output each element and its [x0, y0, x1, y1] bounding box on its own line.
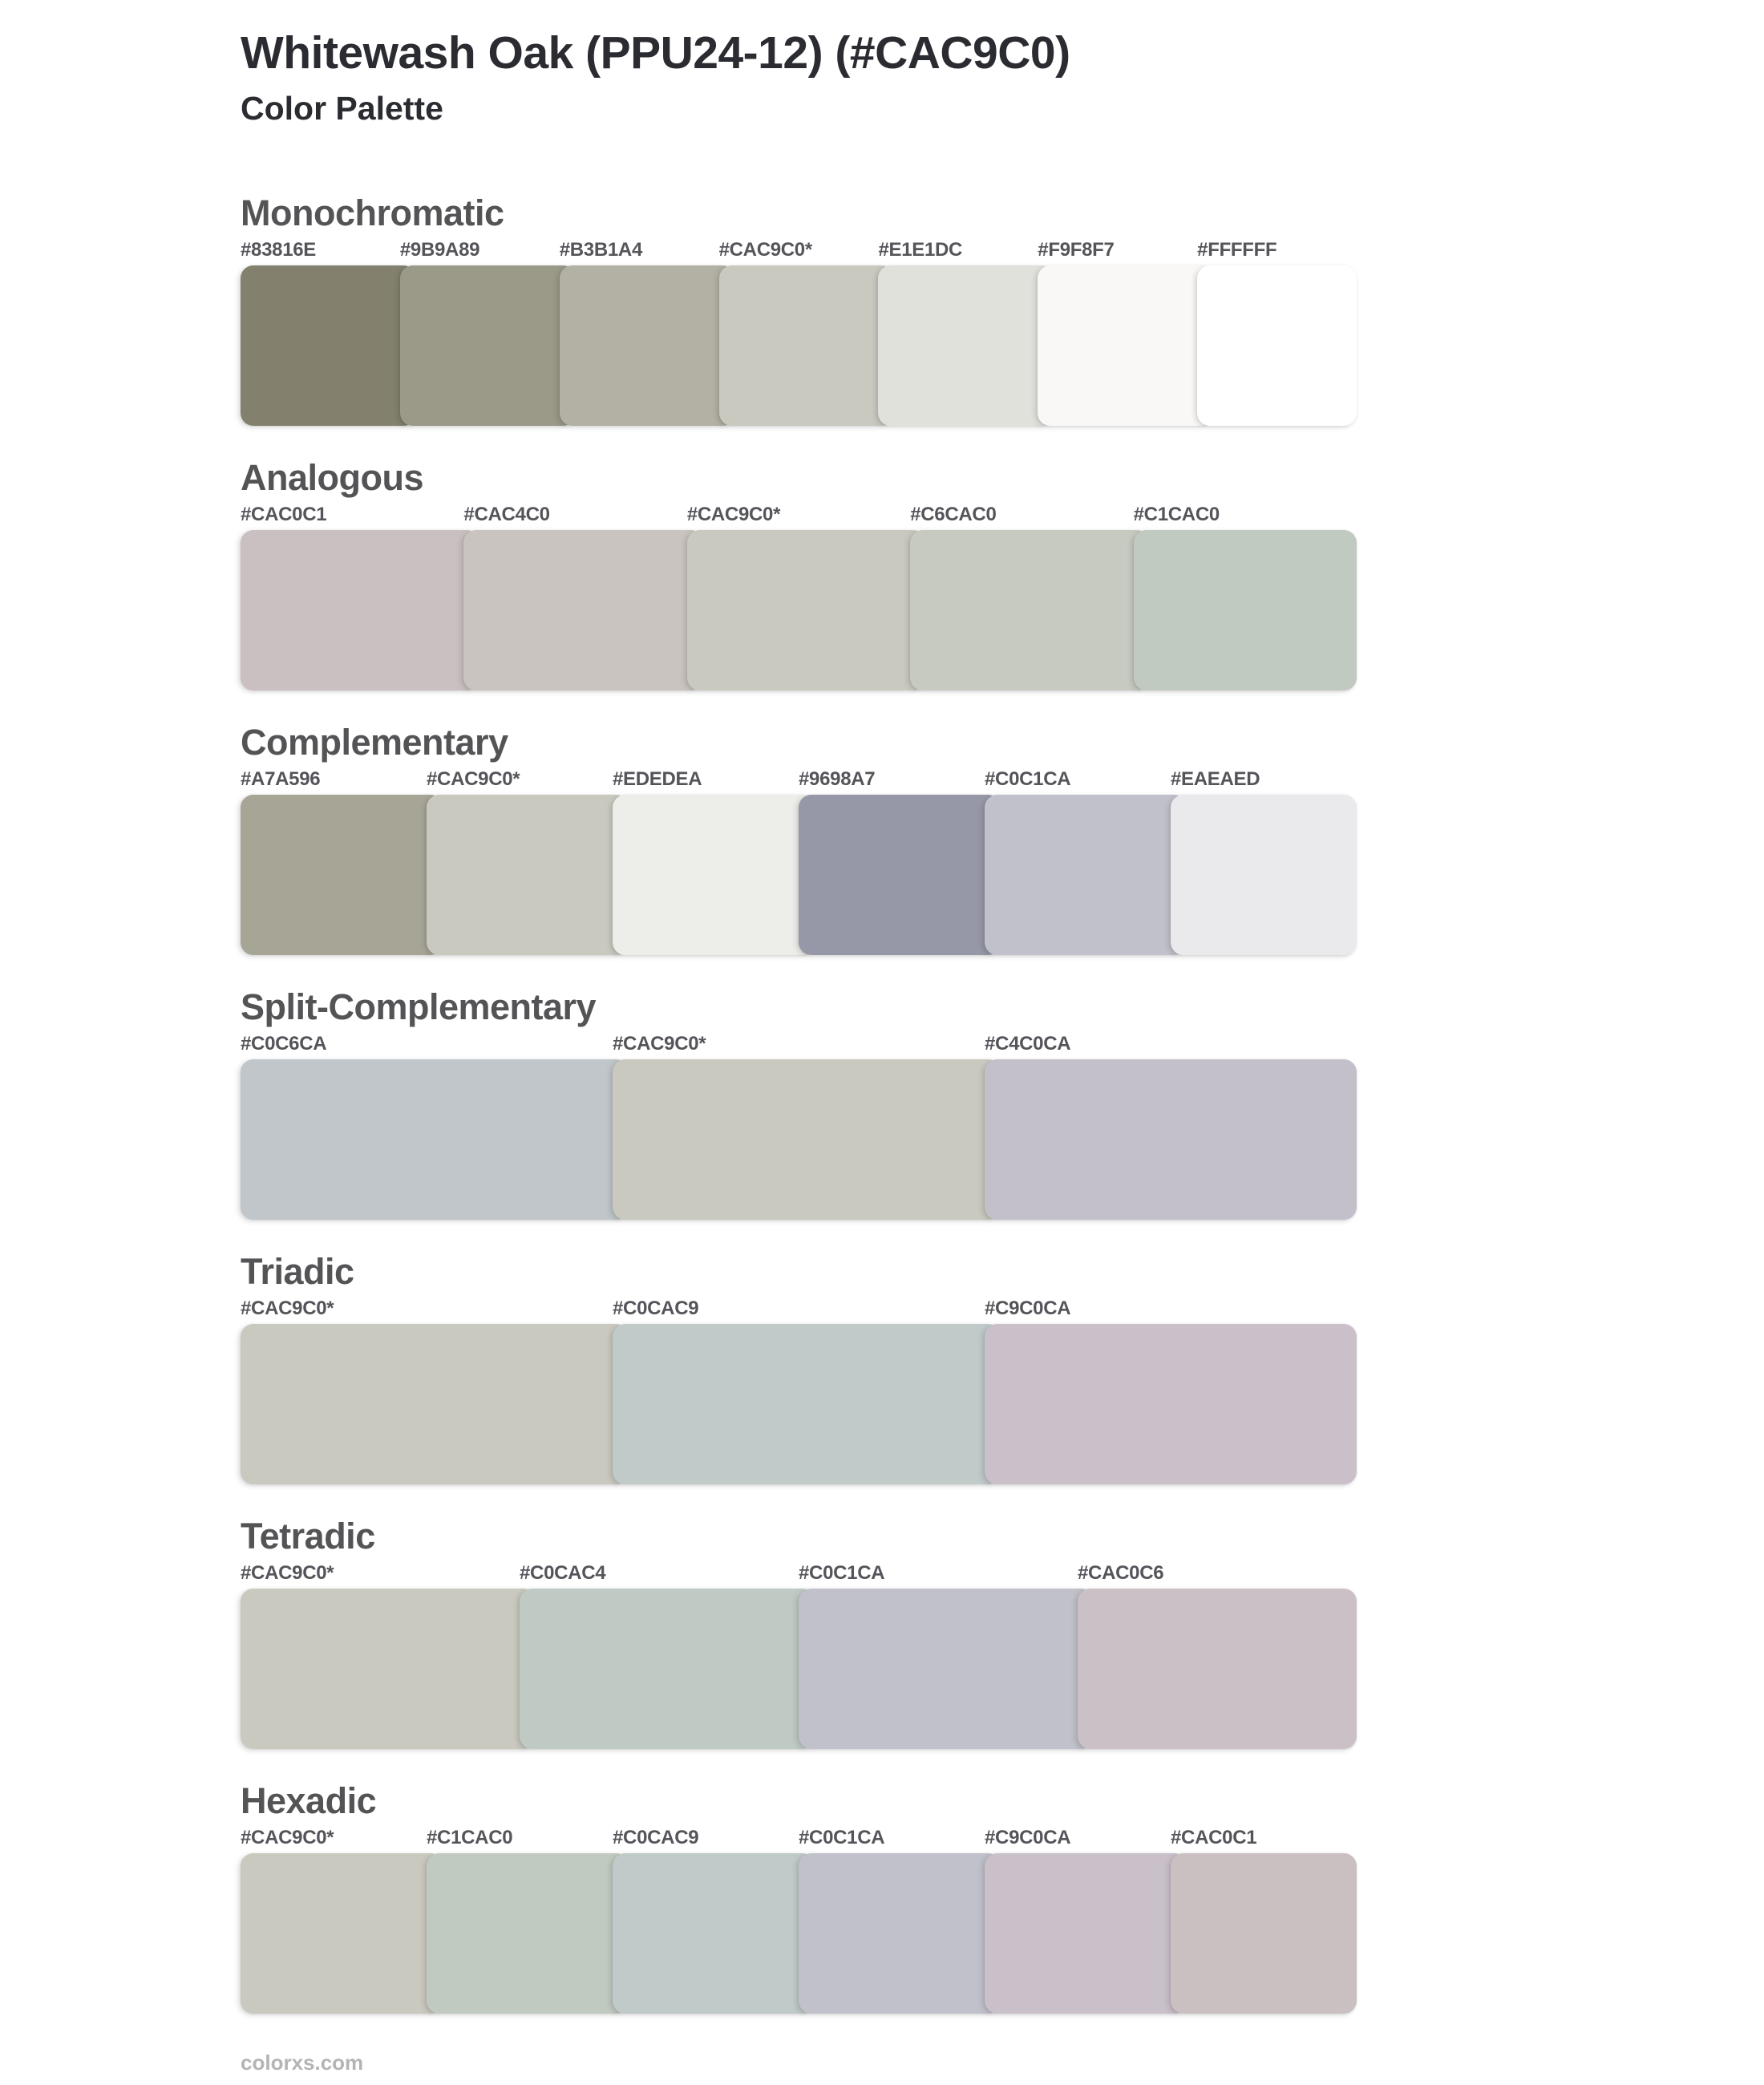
- swatch-hex-label: #C9C0CA: [985, 1826, 1071, 1848]
- swatch-label-row: [241, 504, 1357, 525]
- color-swatch[interactable]: [241, 795, 443, 955]
- color-swatch[interactable]: [1171, 1853, 1357, 2014]
- swatch-label-row: [241, 1298, 1357, 1319]
- color-swatch[interactable]: [427, 795, 629, 955]
- color-swatch[interactable]: [1078, 1589, 1357, 1749]
- swatch-hex-label: #C0CAC4: [520, 1561, 606, 1584]
- swatch-hex-label: #CAC0C1: [241, 503, 327, 525]
- swatch-row: [241, 265, 1357, 426]
- swatch-hex-label: #EAEAED: [1171, 767, 1260, 790]
- sections: [241, 193, 1357, 2014]
- color-swatch[interactable]: [878, 265, 1054, 426]
- color-swatch[interactable]: [613, 795, 815, 955]
- color-swatch[interactable]: [520, 1589, 815, 1749]
- color-swatch[interactable]: [687, 530, 926, 690]
- color-swatch[interactable]: [799, 1853, 1001, 2014]
- color-swatch[interactable]: [613, 1324, 1001, 1484]
- swatch-hex-label: #FFFFFF: [1197, 238, 1277, 261]
- section-title: Complementary: [241, 721, 508, 763]
- swatch-hex-label: #C4C0CA: [985, 1032, 1071, 1055]
- color-swatch[interactable]: [985, 1853, 1187, 2014]
- color-swatch[interactable]: [560, 265, 735, 426]
- swatch-hex-label: #9698A7: [799, 767, 876, 790]
- swatch-label-row: [241, 769, 1357, 790]
- palette-section: [241, 987, 1357, 1220]
- color-swatch[interactable]: [427, 1853, 629, 2014]
- swatch-hex-label: #CAC9C0*: [718, 238, 812, 261]
- section-title: Tetradic: [241, 1515, 375, 1557]
- color-swatch[interactable]: [241, 1059, 629, 1220]
- palette-section: [241, 723, 1357, 955]
- swatch-label-row: [241, 1563, 1357, 1584]
- swatch-label-row: [241, 1034, 1357, 1055]
- palette-section: [241, 1252, 1357, 1484]
- swatch-hex-label: #C0C1CA: [799, 1561, 885, 1584]
- page-subtitle: Color Palette: [241, 89, 443, 127]
- color-swatch[interactable]: [719, 265, 895, 426]
- color-swatch[interactable]: [1171, 795, 1357, 955]
- swatch-hex-label: #CAC0C6: [1078, 1561, 1164, 1584]
- swatch-hex-label: #A7A596: [241, 767, 321, 790]
- swatch-hex-label: #F9F8F7: [1038, 238, 1115, 261]
- swatch-hex-label: #CAC9C0*: [427, 767, 520, 790]
- color-swatch[interactable]: [241, 1853, 443, 2014]
- color-swatch[interactable]: [910, 530, 1149, 690]
- color-swatch[interactable]: [985, 1059, 1357, 1220]
- swatch-hex-label: #CAC0C1: [1171, 1826, 1257, 1848]
- palette-page: [241, 27, 1357, 2075]
- swatch-hex-label: #C1CAC0: [1133, 503, 1220, 525]
- swatch-hex-label: #CAC9C0*: [686, 503, 781, 525]
- color-swatch[interactable]: [241, 1324, 629, 1484]
- color-swatch[interactable]: [799, 795, 1001, 955]
- color-swatch[interactable]: [985, 1324, 1357, 1484]
- color-swatch[interactable]: [241, 530, 479, 690]
- swatch-row: [241, 530, 1357, 690]
- swatch-hex-label: #C6CAC0: [910, 503, 997, 525]
- color-swatch[interactable]: [613, 1853, 815, 2014]
- palette-section: [241, 1516, 1357, 1749]
- swatch-hex-label: #B3B1A4: [559, 238, 643, 261]
- color-swatch[interactable]: [613, 1059, 1001, 1220]
- palette-section: [241, 1781, 1357, 2014]
- palette-section: [241, 458, 1357, 690]
- color-swatch[interactable]: [1038, 265, 1213, 426]
- color-swatch[interactable]: [241, 265, 416, 426]
- color-swatch[interactable]: [241, 1589, 536, 1749]
- color-swatch[interactable]: [799, 1589, 1094, 1749]
- swatch-label-row: [241, 1828, 1357, 1848]
- swatch-hex-label: #C0CAC9: [613, 1826, 699, 1848]
- color-swatch[interactable]: [400, 265, 576, 426]
- swatch-row: [241, 795, 1357, 955]
- page-title: Whitewash Oak (PPU24-12) (#CAC9C0): [241, 27, 1070, 79]
- swatch-row: [241, 1589, 1357, 1749]
- section-title: Monochromatic: [241, 192, 504, 233]
- palette-section: [241, 193, 1357, 426]
- swatch-row: [241, 1059, 1357, 1220]
- swatch-hex-label: #C0C6CA: [241, 1032, 327, 1055]
- swatch-hex-label: #C0CAC9: [613, 1297, 699, 1319]
- swatch-hex-label: #E1E1DC: [878, 238, 963, 261]
- footer-watermark: colorxs.com: [241, 2050, 364, 2075]
- color-swatch[interactable]: [1197, 265, 1357, 426]
- swatch-hex-label: #CAC9C0*: [241, 1826, 334, 1848]
- swatch-hex-label: #9B9A89: [399, 238, 480, 261]
- swatch-hex-label: #CAC9C0*: [241, 1561, 334, 1584]
- section-title: Triadic: [241, 1250, 354, 1292]
- color-swatch[interactable]: [463, 530, 702, 690]
- swatch-label-row: [241, 240, 1357, 261]
- section-title: Split-Complementary: [241, 986, 597, 1027]
- swatch-row: [241, 1853, 1357, 2014]
- swatch-hex-label: #C0C1CA: [985, 767, 1071, 790]
- swatch-hex-label: #EDEDEA: [613, 767, 702, 790]
- swatch-hex-label: #C9C0CA: [985, 1297, 1071, 1319]
- swatch-hex-label: #CAC9C0*: [613, 1032, 706, 1055]
- swatch-hex-label: #83816E: [241, 238, 316, 261]
- swatch-hex-label: #CAC9C0*: [241, 1297, 334, 1319]
- swatch-hex-label: #C1CAC0: [427, 1826, 513, 1848]
- section-title: Analogous: [241, 456, 423, 498]
- swatch-hex-label: #C0C1CA: [799, 1826, 885, 1848]
- section-title: Hexadic: [241, 1779, 377, 1821]
- color-swatch[interactable]: [985, 795, 1187, 955]
- color-swatch[interactable]: [1134, 530, 1357, 690]
- swatch-hex-label: #CAC4C0: [463, 503, 550, 525]
- swatch-row: [241, 1324, 1357, 1484]
